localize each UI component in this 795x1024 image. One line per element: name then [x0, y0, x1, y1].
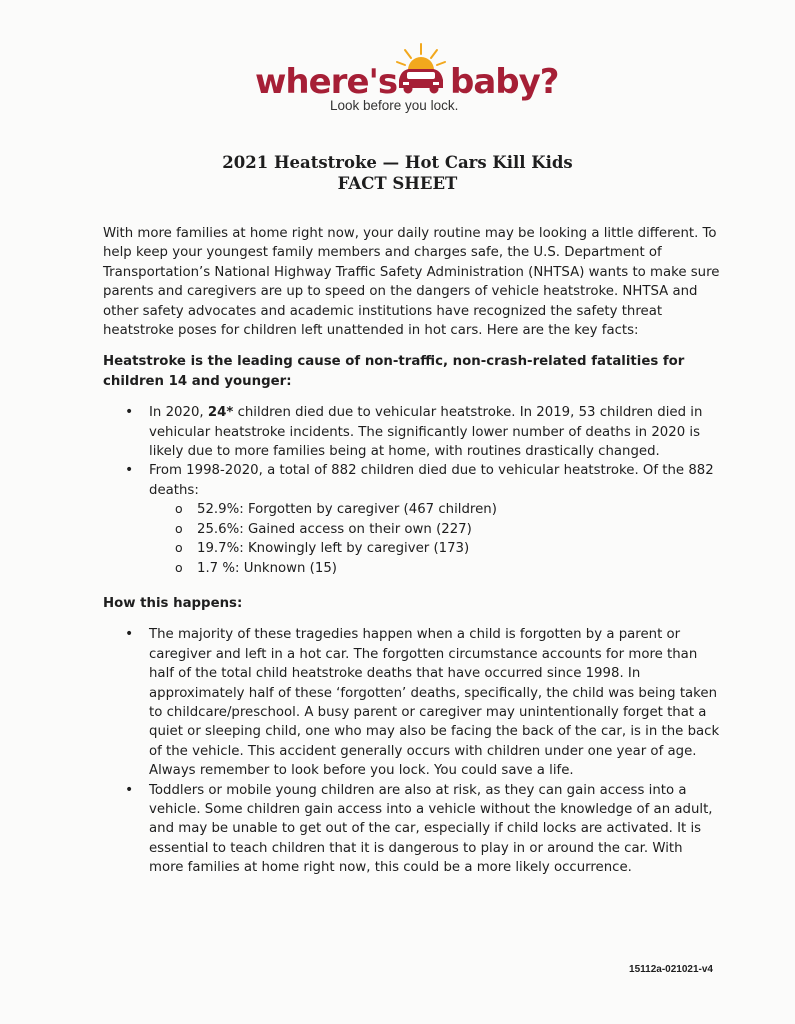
section-heading-how-this-happens: How this happens: [103, 595, 243, 611]
how-this-happens-list [103, 625, 721, 877]
bullet-2020-deaths [149, 403, 721, 461]
car-sun-icon [391, 42, 451, 98]
bullet-total-text: From 1998-2020, a total of 882 children died due to vehicular heatstroke. Of the 882 deaths: [149, 463, 714, 498]
bullet-2020-count: 24* [207, 405, 234, 421]
title-line-2: FACT SHEET [337, 174, 458, 193]
bullet-2020-pre: In 2020, [149, 405, 208, 421]
bullet-toddlers-access: • Toddlers or mobile young children are also at risk, as they can gain access into a vehicle. Some children gain access into a vehicle without the knowledge of an adult, and may be unable to get out of the car, especially if child locks are activated. It is essential to teach children that it is dangerous to play in or around the car. With more families at home right now, this could be a more likely occurrence. [149, 781, 721, 878]
section-heading-leading-cause: Heatstroke is the leading cause of non-traffic, non-crash-related fatalities for children 14 and younger: [103, 354, 685, 389]
breakdown-item-knowingly-left: o 19.7%: Knowingly left by caregiver (173) [197, 539, 721, 558]
wheres-baby-logo [255, 36, 565, 116]
breakdown-item-forgotten: o 52.9%: Forgotten by caregiver (467 children) [197, 500, 721, 519]
document-code: 15112a-021021-v4 [629, 964, 713, 975]
breakdown-item-unknown: o 1.7 %: Unknown (15) [197, 559, 721, 578]
intro-paragraph: With more families at home right now, your daily routine may be looking a little different. To help keep your youngest family members and charges safe, the U.S. Department of Transportation’s National Highway Traffic Safety Administration (NHTSA) wants to make sure parents and caregivers are up to speed on the dangers of vehicle heatstroke. NHTSA and other safety advocates and academic institutions have recognized the safety threat heatstroke poses for children left unattended in hot cars. Here are the key facts: [103, 226, 720, 339]
breakdown-item-gained-access: o 25.6%: Gained access on their own (227) [197, 520, 721, 539]
bullet-1998-2020-total [149, 461, 721, 577]
logo-word-right: baby? [450, 62, 559, 102]
document-body [103, 224, 721, 894]
logo-wordmark [255, 62, 559, 102]
bullet-2020-post: children died due to vehicular heatstroke. In 2019, 53 children died in vehicular heatstroke incidents. The significantly lower number of deaths in 2020 is likely due to more families being at home, with routines drastically changed. [149, 405, 703, 460]
leading-cause-list [103, 403, 721, 578]
logo-tagline: Look before you lock. [330, 98, 459, 113]
bullet-forgotten-explanation: • The majority of these tragedies happen when a child is forgotten by a parent or caregiver and left in a hot car. The forgotten circumstance accounts for more than half of the total child heatstroke deaths that have occurred since 1998. In approximately half of these ‘forgotten’ deaths, specifically, the child was being taken to childcare/preschool. A busy parent or caregiver may unintentionally forget that a quiet or sleeping child, one who may also be facing the back of the car, is in the back of the vehicle. This accident generally occurs with children under one year of age. Always remember to look before you lock. You could save a life. [149, 625, 721, 780]
deaths-breakdown-list [149, 500, 721, 578]
document-title [0, 152, 795, 194]
logo-word-left: where's [255, 62, 398, 102]
title-line-1: 2021 Heatstroke — Hot Cars Kill Kids [222, 153, 573, 172]
